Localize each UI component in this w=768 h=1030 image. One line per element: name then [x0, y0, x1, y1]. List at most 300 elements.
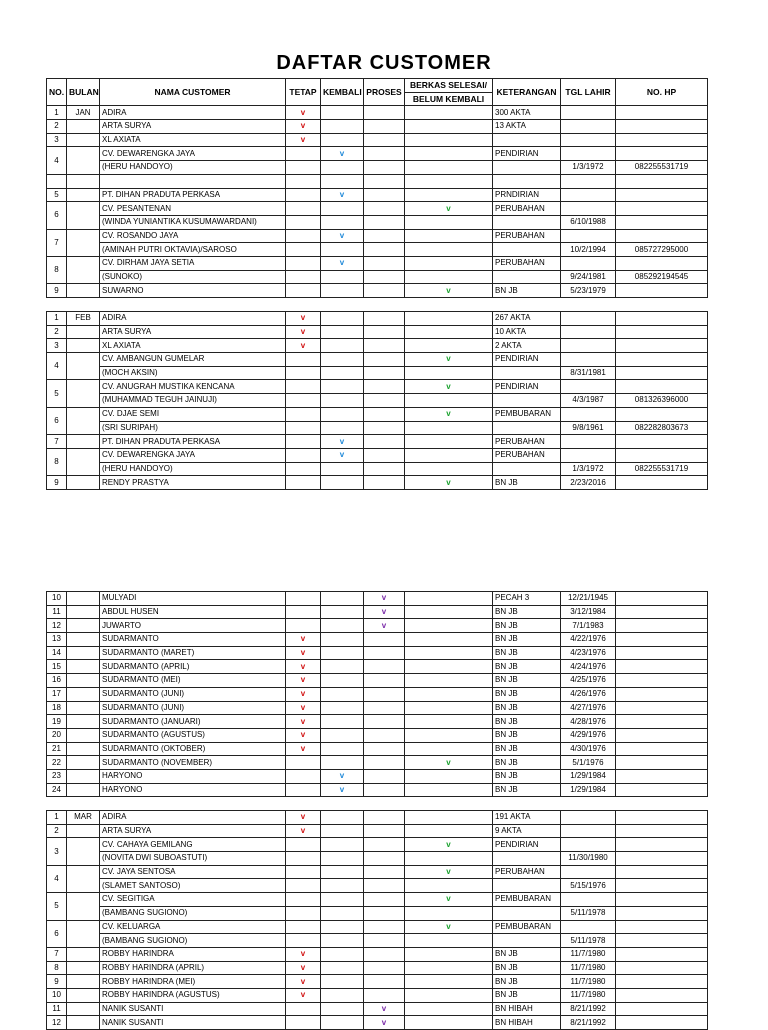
row-month: MAR: [67, 811, 100, 825]
check-mark-icon: v: [300, 107, 306, 117]
row-number: 5: [47, 893, 67, 920]
status-proses-cell: [364, 988, 405, 1002]
table-row: [47, 147, 708, 161]
phone-cell: [616, 660, 708, 674]
row-month: [67, 353, 100, 380]
check-mark-icon: v: [381, 1017, 387, 1027]
row-month: [67, 715, 100, 729]
check-mark-icon: v: [300, 730, 306, 740]
customer-name: (BAMBANG SUGIONO): [100, 934, 286, 948]
status-proses-cell: [364, 824, 405, 838]
check-mark-icon: v: [446, 203, 451, 213]
check-mark-icon: v: [300, 949, 306, 959]
status-tetap-cell: [286, 339, 321, 353]
row-month: [67, 701, 100, 715]
status-proses-cell: [364, 701, 405, 715]
table-row: [47, 1016, 708, 1030]
tgl-lahir-cell: 2/23/2016: [561, 476, 616, 490]
keterangan-cell: BN JB: [493, 715, 561, 729]
tgl-lahir-cell: [561, 339, 616, 353]
status-proses-cell: [364, 947, 405, 961]
row-number: 8: [47, 448, 67, 475]
keterangan-cell: 2 AKTA: [493, 339, 561, 353]
tgl-lahir-cell: 5/15/1976: [561, 879, 616, 893]
phone-cell: [616, 202, 708, 216]
status-proses-cell: [364, 728, 405, 742]
empty-cell: [405, 174, 493, 188]
empty-cell: [616, 174, 708, 188]
keterangan-cell: PEMBUBARAN: [493, 893, 561, 907]
table-row: [47, 646, 708, 660]
status-kembali-cell: [321, 188, 364, 202]
status-kembali-cell: [321, 728, 364, 742]
customer-name: (MUHAMMAD TEGUH JAINUJI): [100, 394, 286, 408]
row-number: 9: [47, 284, 67, 298]
table-row: [47, 605, 708, 619]
status-tetap-cell: [286, 448, 321, 462]
row-month: [67, 988, 100, 1002]
status-kembali-cell: [321, 312, 364, 326]
status-kembali-cell: [321, 215, 364, 229]
check-mark-icon: v: [300, 826, 306, 836]
keterangan-cell: [493, 462, 561, 476]
status-berkas-cell: [405, 715, 493, 729]
status-kembali-cell: [321, 975, 364, 989]
check-mark-icon: v: [300, 135, 306, 145]
status-kembali-cell: [321, 339, 364, 353]
customer-name: PT. DIHAN PRADUTA PERKASA: [100, 188, 286, 202]
phone-cell: [616, 701, 708, 715]
status-proses-cell: [364, 462, 405, 476]
check-mark-icon: v: [381, 607, 387, 617]
status-kembali-cell: [321, 325, 364, 339]
table-row: [47, 728, 708, 742]
row-number: 5: [47, 188, 67, 202]
row-number: 4: [47, 147, 67, 174]
status-kembali-cell: [321, 715, 364, 729]
keterangan-cell: [493, 934, 561, 948]
table-row: [47, 865, 708, 879]
check-mark-icon: v: [300, 675, 306, 685]
status-berkas-cell: [405, 284, 493, 298]
table-row: [47, 120, 708, 134]
table-row: [47, 756, 708, 770]
status-kembali-cell: [321, 646, 364, 660]
status-proses-cell: [364, 906, 405, 920]
tgl-lahir-cell: [561, 106, 616, 120]
status-proses-cell: [364, 353, 405, 367]
empty-cell: [321, 174, 364, 188]
customer-table-feb: [46, 311, 708, 490]
table-row: [47, 701, 708, 715]
tgl-lahir-cell: 9/24/1981: [561, 270, 616, 284]
status-berkas-cell: [405, 824, 493, 838]
status-proses-cell: [364, 1016, 405, 1030]
status-tetap-cell: [286, 824, 321, 838]
status-berkas-cell: [405, 161, 493, 175]
keterangan-cell: PERUBAHAN: [493, 448, 561, 462]
customer-name: CV. DEWARENGKA JAYA: [100, 448, 286, 462]
keterangan-cell: BN JB: [493, 783, 561, 797]
tgl-lahir-cell: [561, 353, 616, 367]
table-row: [47, 284, 708, 298]
status-proses-cell: [364, 687, 405, 701]
table-row: [47, 961, 708, 975]
table-row: [47, 811, 708, 825]
keterangan-cell: 13 AKTA: [493, 120, 561, 134]
keterangan-cell: PENDIRIAN: [493, 147, 561, 161]
row-month: [67, 256, 100, 283]
row-number: 12: [47, 619, 67, 633]
status-kembali-cell: [321, 619, 364, 633]
tgl-lahir-cell: 6/10/1988: [561, 215, 616, 229]
status-proses-cell: [364, 147, 405, 161]
check-mark-icon: v: [300, 990, 306, 1000]
keterangan-cell: BN JB: [493, 728, 561, 742]
tgl-lahir-cell: [561, 256, 616, 270]
customer-name: MULYADI: [100, 592, 286, 606]
keterangan-cell: BN JB: [493, 674, 561, 688]
keterangan-cell: [493, 879, 561, 893]
phone-cell: [616, 476, 708, 490]
table-row: [47, 256, 708, 270]
empty-cell: [67, 174, 100, 188]
tgl-lahir-cell: 4/28/1976: [561, 715, 616, 729]
status-proses-cell: [364, 448, 405, 462]
keterangan-cell: PEMBUBARAN: [493, 920, 561, 934]
status-tetap-cell: [286, 811, 321, 825]
col-proses-header: PROSES: [364, 79, 405, 106]
status-proses-cell: [364, 619, 405, 633]
tgl-lahir-cell: [561, 448, 616, 462]
keterangan-cell: BN JB: [493, 646, 561, 660]
tgl-lahir-cell: 4/26/1976: [561, 687, 616, 701]
col-berkas-header-line2: BELUM KEMBALI: [405, 92, 493, 106]
tgl-lahir-cell: 4/22/1976: [561, 633, 616, 647]
table-row: [47, 592, 708, 606]
status-berkas-cell: [405, 852, 493, 866]
check-mark-icon: v: [339, 189, 345, 199]
status-berkas-cell: [405, 1002, 493, 1016]
header-row: [47, 79, 708, 93]
keterangan-cell: PERUBAHAN: [493, 865, 561, 879]
status-tetap-cell: [286, 161, 321, 175]
row-month: [67, 120, 100, 134]
status-tetap-cell: [286, 701, 321, 715]
status-kembali-cell: [321, 838, 364, 852]
status-proses-cell: [364, 202, 405, 216]
tgl-lahir-cell: 8/31/1981: [561, 366, 616, 380]
table-row: [47, 133, 708, 147]
tgl-lahir-cell: 3/12/1984: [561, 605, 616, 619]
row-number: 14: [47, 646, 67, 660]
status-tetap-cell: [286, 906, 321, 920]
table-row: [47, 975, 708, 989]
status-berkas-cell: [405, 380, 493, 394]
table-row: [47, 312, 708, 326]
customer-name: SUDARMANTO (JUNI): [100, 701, 286, 715]
status-tetap-cell: [286, 633, 321, 647]
check-mark-icon: v: [446, 477, 451, 487]
customer-name: (WINDA YUNIANTIKA KUSUMAWARDANI): [100, 215, 286, 229]
status-tetap-cell: [286, 407, 321, 421]
status-tetap-cell: [286, 353, 321, 367]
row-month: [67, 742, 100, 756]
status-tetap-cell: [286, 133, 321, 147]
row-number: 1: [47, 106, 67, 120]
keterangan-cell: BN JB: [493, 619, 561, 633]
status-kembali-cell: [321, 783, 364, 797]
customer-name: SUDARMANTO (NOVEMBER): [100, 756, 286, 770]
status-kembali-cell: [321, 462, 364, 476]
status-kembali-cell: [321, 906, 364, 920]
row-month: [67, 783, 100, 797]
tgl-lahir-cell: [561, 824, 616, 838]
status-kembali-cell: [321, 380, 364, 394]
customer-name: (MOCH AKSIN): [100, 366, 286, 380]
table-row: [47, 852, 708, 866]
phone-cell: [616, 312, 708, 326]
status-proses-cell: [364, 605, 405, 619]
empty-cell: [493, 174, 561, 188]
table-row: [47, 988, 708, 1002]
table-row: [47, 243, 708, 257]
keterangan-cell: 300 AKTA: [493, 106, 561, 120]
status-tetap-cell: [286, 215, 321, 229]
customer-name: (SUNOKO): [100, 270, 286, 284]
status-berkas-cell: [405, 906, 493, 920]
keterangan-cell: PENDIRIAN: [493, 380, 561, 394]
status-tetap-cell: [286, 947, 321, 961]
row-month: [67, 824, 100, 838]
status-berkas-cell: [405, 394, 493, 408]
status-kembali-cell: [321, 353, 364, 367]
row-number: 19: [47, 715, 67, 729]
table-row: [47, 353, 708, 367]
tgl-lahir-cell: 9/8/1961: [561, 421, 616, 435]
status-berkas-cell: [405, 592, 493, 606]
table-row: [47, 660, 708, 674]
status-kembali-cell: [321, 769, 364, 783]
status-proses-cell: [364, 339, 405, 353]
customer-name: CV. DIRHAM JAYA SETIA: [100, 256, 286, 270]
status-berkas-cell: [405, 769, 493, 783]
tgl-lahir-cell: [561, 893, 616, 907]
keterangan-cell: 10 AKTA: [493, 325, 561, 339]
keterangan-cell: 9 AKTA: [493, 824, 561, 838]
check-mark-icon: v: [300, 661, 306, 671]
row-month: [67, 605, 100, 619]
table-row: [47, 906, 708, 920]
customer-name: CV. DEWARENGKA JAYA: [100, 147, 286, 161]
customer-name: HARYONO: [100, 783, 286, 797]
status-kembali-cell: [321, 605, 364, 619]
status-tetap-cell: [286, 120, 321, 134]
status-kembali-cell: [321, 202, 364, 216]
status-kembali-cell: [321, 633, 364, 647]
status-tetap-cell: [286, 243, 321, 257]
keterangan-cell: PERUBAHAN: [493, 256, 561, 270]
table-row: [47, 366, 708, 380]
status-berkas-cell: [405, 701, 493, 715]
status-proses-cell: [364, 256, 405, 270]
row-number: 3: [47, 838, 67, 865]
row-number: 2: [47, 120, 67, 134]
empty-cell: [47, 174, 67, 188]
phone-cell: [616, 756, 708, 770]
check-mark-icon: v: [446, 409, 451, 419]
tgl-lahir-cell: 4/23/1976: [561, 646, 616, 660]
status-tetap-cell: [286, 188, 321, 202]
status-tetap-cell: [286, 476, 321, 490]
status-tetap-cell: [286, 961, 321, 975]
status-tetap-cell: [286, 783, 321, 797]
keterangan-cell: 191 AKTA: [493, 811, 561, 825]
row-month: [67, 147, 100, 174]
status-kembali-cell: [321, 742, 364, 756]
customer-name: XL AXIATA: [100, 339, 286, 353]
status-kembali-cell: [321, 270, 364, 284]
row-number: 17: [47, 687, 67, 701]
status-berkas-cell: [405, 215, 493, 229]
table-row: [47, 325, 708, 339]
status-berkas-cell: [405, 865, 493, 879]
status-kembali-cell: [321, 448, 364, 462]
table-row: [47, 476, 708, 490]
status-berkas-cell: [405, 147, 493, 161]
customer-table-jan: [46, 78, 708, 298]
keterangan-cell: BN JB: [493, 988, 561, 1002]
status-tetap-cell: [286, 975, 321, 989]
table-row: [47, 1002, 708, 1016]
row-month: [67, 947, 100, 961]
check-mark-icon: v: [339, 784, 345, 794]
tgl-lahir-cell: 11/7/1980: [561, 975, 616, 989]
customer-name: NANIK SUSANTI: [100, 1002, 286, 1016]
customer-name: (AMINAH PUTRI OKTAVIA)/SAROSO: [100, 243, 286, 257]
status-kembali-cell: [321, 161, 364, 175]
tgl-lahir-cell: 7/1/1983: [561, 619, 616, 633]
phone-cell: 082255531719: [616, 161, 708, 175]
phone-cell: 085727295000: [616, 243, 708, 257]
row-number: 1: [47, 312, 67, 326]
customer-name: NANIK SUSANTI: [100, 1016, 286, 1030]
status-tetap-cell: [286, 988, 321, 1002]
row-month: [67, 728, 100, 742]
row-number: 11: [47, 1002, 67, 1016]
row-month: [67, 865, 100, 892]
phone-cell: [616, 920, 708, 934]
status-proses-cell: [364, 312, 405, 326]
status-kembali-cell: [321, 811, 364, 825]
row-number: 3: [47, 133, 67, 147]
status-tetap-cell: [286, 619, 321, 633]
table-row: [47, 920, 708, 934]
status-tetap-cell: [286, 325, 321, 339]
table-row: [47, 715, 708, 729]
table-row: [47, 633, 708, 647]
col-hp-header: NO. HP: [616, 79, 708, 106]
phone-cell: 085292194545: [616, 270, 708, 284]
status-kembali-cell: [321, 1016, 364, 1030]
phone-cell: [616, 893, 708, 907]
check-mark-icon: v: [446, 839, 451, 849]
customer-name: ARTA SURYA: [100, 120, 286, 134]
status-kembali-cell: [321, 865, 364, 879]
customer-table-mar: [46, 810, 708, 1030]
check-mark-icon: v: [339, 436, 345, 446]
phone-cell: [616, 742, 708, 756]
tgl-lahir-cell: [561, 325, 616, 339]
keterangan-cell: BN JB: [493, 947, 561, 961]
status-kembali-cell: [321, 687, 364, 701]
phone-cell: [616, 120, 708, 134]
table-row: [47, 407, 708, 421]
col-berkas-header-line1: BERKAS SELESAI/: [405, 79, 493, 93]
keterangan-cell: [493, 366, 561, 380]
table-row: [47, 742, 708, 756]
tgl-lahir-cell: [561, 407, 616, 421]
table-row: [47, 106, 708, 120]
customer-name: ARTA SURYA: [100, 824, 286, 838]
row-number: 3: [47, 339, 67, 353]
customer-name: SUDARMANTO (AGUSTUS): [100, 728, 286, 742]
status-proses-cell: [364, 270, 405, 284]
customer-name: SUDARMANTO (JANUARI): [100, 715, 286, 729]
row-number: 16: [47, 674, 67, 688]
keterangan-cell: PENDIRIAN: [493, 353, 561, 367]
row-month: [67, 133, 100, 147]
keterangan-cell: BN JB: [493, 476, 561, 490]
status-berkas-cell: [405, 811, 493, 825]
row-month: JAN: [67, 106, 100, 120]
tgl-lahir-cell: 4/25/1976: [561, 674, 616, 688]
row-number: 7: [47, 435, 67, 449]
tgl-lahir-cell: 12/21/1945: [561, 592, 616, 606]
keterangan-cell: BN JB: [493, 687, 561, 701]
tgl-lahir-cell: 11/30/1980: [561, 852, 616, 866]
row-month: [67, 633, 100, 647]
phone-cell: [616, 906, 708, 920]
phone-cell: [616, 975, 708, 989]
status-kembali-cell: [321, 988, 364, 1002]
phone-cell: [616, 339, 708, 353]
row-month: [67, 229, 100, 256]
check-mark-icon: v: [446, 381, 451, 391]
status-berkas-cell: [405, 366, 493, 380]
phone-cell: [616, 783, 708, 797]
tgl-lahir-cell: 5/1/1976: [561, 756, 616, 770]
phone-cell: [616, 188, 708, 202]
customer-name: ROBBY HARINDRA (MEI): [100, 975, 286, 989]
status-proses-cell: [364, 325, 405, 339]
tgl-lahir-cell: 1/29/1984: [561, 783, 616, 797]
status-tetap-cell: [286, 592, 321, 606]
customer-name: SUDARMANTO: [100, 633, 286, 647]
status-kembali-cell: [321, 879, 364, 893]
status-berkas-cell: [405, 120, 493, 134]
phone-cell: [616, 215, 708, 229]
row-number: 7: [47, 229, 67, 256]
customer-name: ADIRA: [100, 312, 286, 326]
status-kembali-cell: [321, 852, 364, 866]
tgl-lahir-cell: [561, 147, 616, 161]
phone-cell: [616, 988, 708, 1002]
tgl-lahir-cell: [561, 865, 616, 879]
customer-name: CV. AMBANGUN GUMELAR: [100, 353, 286, 367]
status-berkas-cell: [405, 256, 493, 270]
status-tetap-cell: [286, 462, 321, 476]
